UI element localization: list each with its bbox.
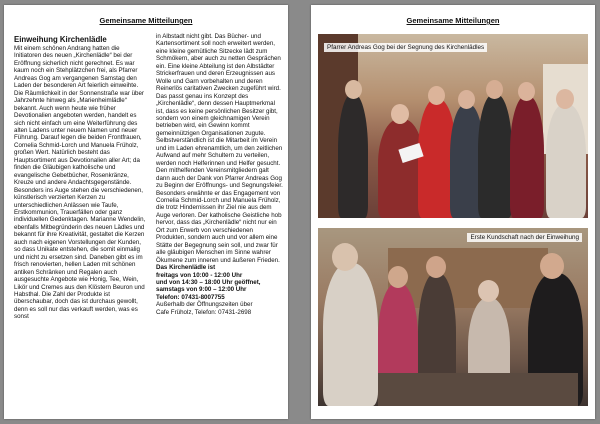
hours-phone: Telefon: 07431-8007755 bbox=[156, 293, 225, 301]
photo-caption-blessing: Pfarrer Andreas Gog bei der Segnung des Kirchenlädles bbox=[324, 43, 487, 52]
hours-title: Das Kirchenlädle ist bbox=[156, 264, 216, 272]
photo-person bbox=[338, 94, 368, 218]
photo-caption-customers: Erste Kundschaft nach der Einweihung bbox=[467, 233, 582, 242]
outside-hours-note: Außerhalb der Öffnungszeiten über bbox=[156, 301, 253, 309]
article-title: Einweihung Kirchenlädle bbox=[14, 35, 107, 44]
right-page bbox=[311, 5, 595, 419]
photo-person bbox=[478, 94, 512, 218]
article-column-2 bbox=[156, 33, 283, 316]
left-page bbox=[4, 5, 288, 419]
cafe-contact: Cafe Früholz, Telefon: 07431-2698 bbox=[156, 308, 252, 316]
article-text-col1: Mit einem schönen Andrang hatten die Initiatoren des neuen „Kirchenlädle“ bei der Eröffnung sicherlich nicht gerechnet. Es war kaum noch ein Stehplätzchen frei, als Pfarrer Andreas Gog am vergangenen Samstag den Laden der besonderen Art feierlich einweihte. Die Räumlichkeit in der Sonnenstraße war über Jahrzehnte hinweg als „Marienheimlädle“ bekannt. Auch wenn heute wie früher Devotionalien angeboten werden, handelt es sich nicht einfach um eine Weiterführung des alten Ladens unter neuem Namen und neuer Führung. Darauf legen die beiden Frontfrauen, Cornelia Schmid-Lorch und Manuela Früholz, großen Wert. Natürlich besteht das Hauptsortiment aus Devotionalien aller Art; da finden die Gläubigen katholische und evangelische Gebetbücher, Rosenkränze, Kreuze und andere Andachtsgegenstände. Besonders ins Auge stehen die verschiedenen, künstlerisch verzierten Kerzen zu unterschiedlichen Anlässen wie Taufe, Erstkommunion, Trauerfällen oder ganz individuellen Gedenktagen. Marianne Wendelin, ebenfalls Mitbegründerin des neuen Lädles und bekannt für ihre Kreativität, gestaltet die Kerzen auch nach eigenen Vorstellungen der Kunden, so dass Unikate entstehen, die somit einmalig und nicht zu ersetzen sind. Daneben gibt es im frisch renovierten, hellen Laden mit schönen antiken Schränken und Regalen auch ausgesuchte Angebote wie Honig, Tee, Wein, Likör und Cremes aus den Klöstern Beuron und Habsthal. Die Zahl der Produkte ist überschaubar, doch das ist durchaus gewollt, denn es soll nur das verkauft werden, was es sonst bbox=[14, 45, 146, 321]
hours-line-3: samstags von 9:00 – 12:00 Uhr bbox=[156, 286, 247, 294]
photo-person bbox=[510, 96, 544, 218]
blessing-photo bbox=[318, 34, 588, 218]
article-column-1 bbox=[14, 35, 146, 321]
page-header: Gemeinsame Mitteilungen bbox=[99, 16, 193, 25]
photo-counter bbox=[378, 373, 578, 406]
article-text-col2: in Albstadt nicht gibt. Das Bücher- und Kartensortiment soll noch erweitert werden, eine kleine gemütliche Sitzecke lädt zum Schmökern, aber auch zu netten Gesprächen ein. Eine kleine Abteilung ist den Albstädter Strickerfrauen und deren Erzeugnissen aus Wolle und Garn vorbehalten und deren Reinerlös caritativen Zwecken zugeführt wird. Das passt genau ins Konzept des „Kirchenlädle“, denn dessen Hauptmerkmal ist, dass es keine persönlichen Besitzer gibt, sondern von einem gleichnamigen Verein betrieben wird, ein Gewinn kommt gemeinnützigen Organisationen zugute. Selbstverständlich ist die Mitarbeit im Verein und im Laden ehrenamtlich, um den zeitlichen Aufwand auf mehr Schultern zu verteilen, werden noch Helferinnen und Helfer gesucht. Den mithelfenden Vereinsmitgliedern galt dann auch der Dank von Pfarrer Andreas Gog zu Beginn der Eröffnungs- und Segnungsfeier. Besonders erwähnte er das Engagement von Cornelia Schmid-Lorch und Manuela Früholz, die trotz Hindernissen ihr Ziel nie aus dem Auge verloren. Der katholische Geistliche hob hervor, dass das „Kirchenlädle“ nicht nur ein Ort zum Erwerb von verschiedenen Produkten, sondern auch und vor allem eine Stätte der Begegnung sein soll, und zwar für alle gläubigen Menschen im Sinne wahrer Ökumene zum inneren und äußeren Frieden. bbox=[156, 33, 283, 264]
photo-person bbox=[546, 104, 586, 218]
hours-line-1: freitags von 10:00 - 12:00 Uhr bbox=[156, 271, 243, 279]
photo-person bbox=[323, 263, 378, 406]
hours-line-2: und von 14:30 – 18:00 Uhr geöffnet, bbox=[156, 278, 261, 286]
customers-photo bbox=[318, 228, 588, 406]
page-header: Gemeinsame Mitteilungen bbox=[406, 16, 500, 25]
